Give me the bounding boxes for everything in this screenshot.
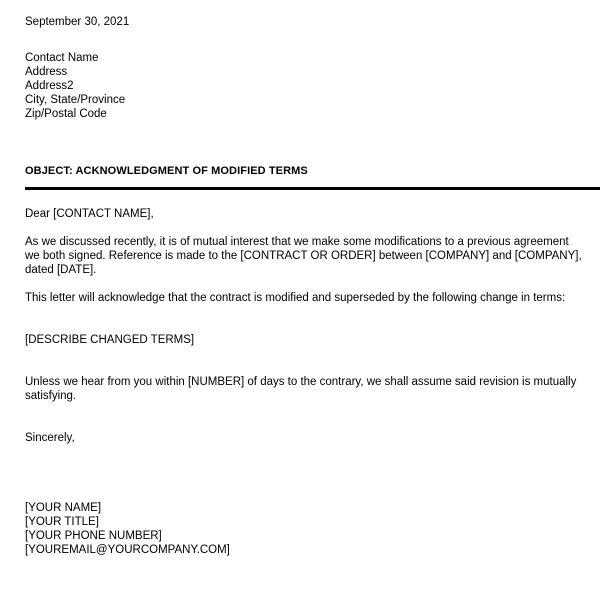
signature-name: [YOUR NAME] (25, 502, 102, 514)
letter-date: September 30, 2021 (25, 16, 130, 28)
letter-page (25, 15, 600, 557)
subject-divider (25, 187, 600, 190)
recipient-address-block (25, 51, 600, 121)
signature-phone: [YOUR PHONE NUMBER] (25, 530, 162, 542)
recipient-city: City, State/Province (25, 94, 126, 106)
recipient-zip: Zip/Postal Code (25, 108, 107, 120)
recipient-address2: Address2 (25, 80, 74, 92)
body-paragraph-2: This letter will acknowledge that the contract is modified and superseded by the following change in terms: (25, 292, 566, 304)
signature-email: [YOUREMAIL@YOURCOMPANY.COM] (25, 544, 230, 556)
recipient-name: Contact Name (25, 52, 99, 64)
salutation: Dear [CONTACT NAME], (25, 208, 154, 220)
body-paragraph-1: As we discussed recently, it is of mutual interest that we make some modifications to a previous agreement we both signed. Reference is made to the [CONTRACT OR ORDER] between [COMPANY] and [COMPANY], dated [DATE]. (25, 236, 582, 276)
signature-title: [YOUR TITLE] (25, 516, 99, 528)
signature-block (25, 501, 600, 557)
letter-subject: OBJECT: ACKNOWLEDGMENT OF MODIFIED TERMS (25, 165, 308, 177)
changed-terms-placeholder: [DESCRIBE CHANGED TERMS] (25, 334, 195, 346)
body-paragraph-3: Unless we hear from you within [NUMBER] of days to the contrary, we shall assume said revision is mutually satisfying. (25, 376, 577, 402)
closing: Sincerely, (25, 432, 75, 444)
recipient-address: Address (25, 66, 68, 78)
